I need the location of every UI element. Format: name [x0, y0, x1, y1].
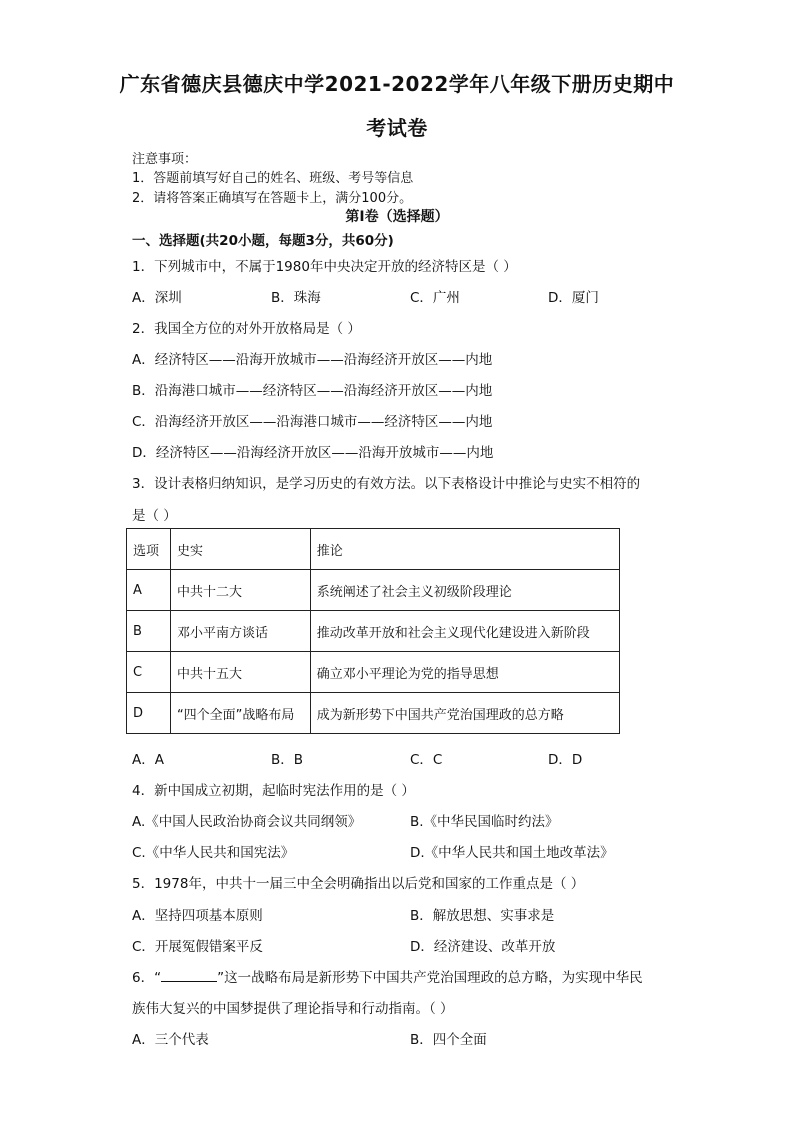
question-3-option-d: D．D — [548, 752, 583, 768]
question-6-option-a: A．三个代表 — [132, 1032, 209, 1048]
section-title: 一、选择题(共20小题，每题3分，共60分) — [132, 233, 394, 249]
table-cell: B — [127, 611, 171, 652]
question-6-stem-prefix: 6．“ — [132, 970, 162, 986]
table-header-cell: 选项 — [127, 529, 171, 570]
question-3-option-a: A．A — [132, 752, 164, 768]
table-cell: 系统阐述了社会主义初级阶段理论 — [310, 570, 619, 611]
exam-title-line1: 广东省德庆县德庆中学2021-2022学年八年级下册历史期中 — [119, 72, 675, 96]
question-4-option-b: B.《中华民国临时约法》 — [410, 814, 559, 830]
notice-item-2: 2．请将答案正确填写在答题卡上，满分100分。 — [132, 191, 413, 206]
table-header-cell: 推论 — [310, 529, 619, 570]
question-3-stem-line2: 是（ ） — [132, 508, 177, 524]
question-6-stem-suffix: ”这一战略布局是新形势下中国共产党治国理政的总方略，为实现中华民 — [217, 970, 643, 986]
question-3-option-c: C．C — [410, 752, 443, 768]
question-2-option-d: D．经济特区——沿海经济开放区——沿海开放城市——内地 — [132, 445, 494, 461]
volume-title: 第I卷（选择题） — [345, 209, 449, 225]
table-cell: 邓小平南方谈话 — [170, 611, 310, 652]
question-5-option-b: B．解放思想、实事求是 — [410, 908, 555, 924]
table-cell: 确立邓小平理论为党的指导思想 — [310, 652, 619, 693]
question-4-option-c: C.《中华人民共和国宪法》 — [132, 845, 295, 861]
notice-heading: 注意事项： — [132, 152, 198, 167]
table-row — [127, 611, 620, 652]
question-6-stem-line1 — [132, 966, 643, 986]
question-5-option-d: D．经济建设、改革开放 — [410, 939, 556, 955]
question-3-stem-line1: 3．设计表格归纳知识，是学习历史的有效方法。以下表格设计中推论与史实不相符的 — [132, 476, 641, 492]
question-3-table — [126, 528, 620, 734]
notice-item-1: 1．答题前填写好自己的姓名、班级、考号等信息 — [132, 171, 414, 186]
table-cell: A — [127, 570, 171, 611]
question-5-stem: 5．1978年，中共十一届三中全会明确指出以后党和国家的工作重点是（ ） — [132, 876, 585, 892]
question-5-option-a: A．坚持四项基本原则 — [132, 908, 263, 924]
question-4-option-d: D.《中华人民共和国土地改革法》 — [410, 845, 614, 861]
question-6-option-b: B．四个全面 — [410, 1032, 487, 1048]
question-2-option-a: A．经济特区——沿海开放城市——沿海经济开放区——内地 — [132, 352, 493, 368]
question-4-stem: 4．新中国成立初期，起临时宪法作用的是（ ） — [132, 783, 415, 799]
table-cell: 成为新形势下中国共产党治国理政的总方略 — [310, 693, 619, 734]
question-4-option-a: A.《中国人民政治协商会议共同纲领》 — [132, 814, 362, 830]
question-1-stem: 1．下列城市中，不属于1980年中央决定开放的经济特区是（ ） — [132, 259, 517, 275]
table-row — [127, 570, 620, 611]
table-row — [127, 693, 620, 734]
question-3-option-b: B．B — [271, 752, 304, 768]
table-header-cell: 史实 — [170, 529, 310, 570]
exam-title-line2: 考试卷 — [366, 116, 428, 140]
question-1-option-b: B．珠海 — [271, 290, 321, 306]
question-2-option-c: C．沿海经济开放区——沿海港口城市——经济特区——内地 — [132, 414, 493, 430]
question-2-stem: 2．我国全方位的对外开放格局是（ ） — [132, 321, 361, 337]
question-1-option-c: C．广州 — [410, 290, 460, 306]
table-row — [127, 652, 620, 693]
question-2-option-b: B．沿海港口城市——经济特区——沿海经济开放区——内地 — [132, 383, 493, 399]
table-cell: “四个全面”战略布局 — [170, 693, 310, 734]
question-1-option-d: D．厦门 — [548, 290, 599, 306]
question-1-option-a: A．深圳 — [132, 290, 182, 306]
table-cell: C — [127, 652, 171, 693]
question-6-stem-line2: 族伟大复兴的中国梦提供了理论指导和行动指南。（ ） — [132, 1001, 454, 1017]
table-header-row — [127, 529, 620, 570]
table-cell: 中共十二大 — [170, 570, 310, 611]
table-cell: 中共十五大 — [170, 652, 310, 693]
table-cell: D — [127, 693, 171, 734]
table-cell: 推动改革开放和社会主义现代化建设进入新阶段 — [310, 611, 619, 652]
question-5-option-c: C．开展冤假错案平反 — [132, 939, 263, 955]
answer-blank — [161, 969, 217, 982]
